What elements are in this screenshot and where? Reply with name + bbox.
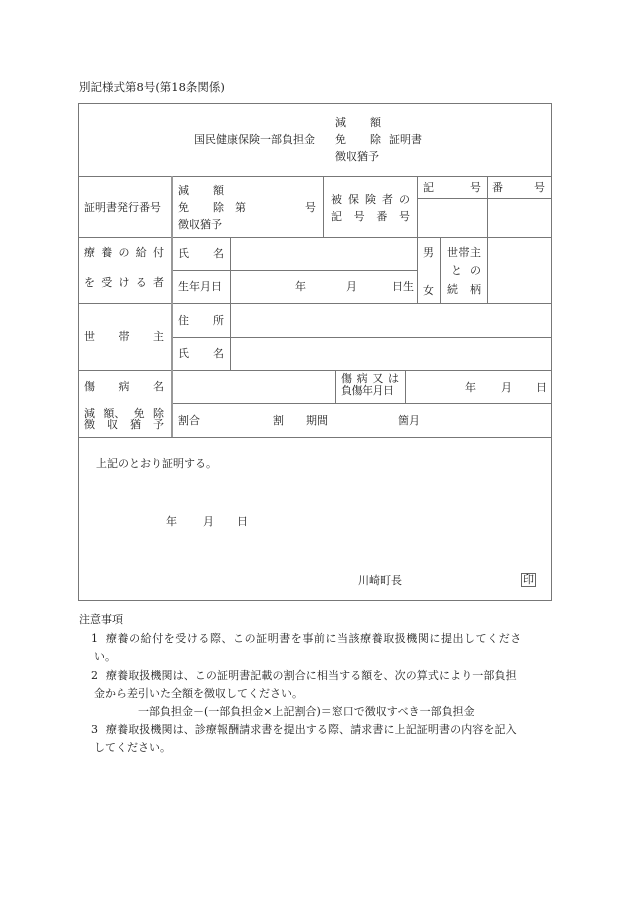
- label-text: の: [399, 193, 410, 206]
- label-text: 世: [84, 330, 95, 343]
- dob-label: 生年月日: [178, 280, 222, 293]
- wari-label: 割: [273, 414, 284, 427]
- divider: [551, 103, 552, 601]
- form-id: 別記様式第8号(第18条関係): [79, 80, 225, 94]
- dob-month: 月: [346, 280, 357, 293]
- divider: [78, 176, 552, 177]
- note-text: 金から差引いた全額を徴収してください。: [94, 687, 303, 700]
- title-text: 除: [370, 133, 381, 146]
- divider: [78, 437, 552, 438]
- note-text: 療養の給付を受ける際、この証明書を事前に当該療養取扱機関に提出してくださ: [106, 632, 522, 645]
- title-suffix: 証明書: [389, 133, 422, 146]
- label-text: 号: [398, 210, 410, 223]
- label-text: 額: [213, 184, 224, 197]
- label-text: 傷: [341, 372, 352, 385]
- label-text: 又: [372, 372, 384, 385]
- label-text: 号: [353, 210, 365, 223]
- note-text: してください。: [94, 741, 171, 754]
- label-text: 給: [135, 246, 147, 259]
- recipient-name-field[interactable]: [231, 238, 417, 270]
- title-text: 徴収猶予: [335, 150, 379, 163]
- label-text: 続: [447, 283, 458, 296]
- divider: [171, 176, 173, 437]
- issue-number-label: 証明書発行番号: [84, 201, 161, 214]
- label-text: 氏: [178, 347, 189, 360]
- label-text: 番: [376, 210, 388, 223]
- divider: [78, 103, 552, 104]
- disease-day: 日: [536, 381, 547, 394]
- issue-number-field[interactable]: [248, 198, 303, 214]
- female-option[interactable]: 女: [423, 284, 434, 297]
- insured-symbol-field[interactable]: [418, 199, 486, 236]
- label-text: 世: [447, 246, 458, 259]
- cert-day: 日: [237, 515, 248, 528]
- label-text: 予: [153, 418, 164, 431]
- dob-field[interactable]: [231, 271, 417, 303]
- note-number: 2: [91, 669, 98, 682]
- label-text: 療: [84, 246, 95, 259]
- label-text: 氏: [178, 247, 189, 260]
- cert-year: 年: [166, 515, 177, 528]
- label-text: 徴: [84, 418, 95, 431]
- divider: [440, 237, 441, 303]
- label-text: 所: [213, 314, 224, 327]
- label-text: 住: [178, 314, 189, 327]
- disease-year: 年: [465, 381, 476, 394]
- label-text: 記: [423, 181, 434, 194]
- label-text: と: [451, 264, 462, 277]
- label-text: 号: [534, 181, 545, 194]
- label-text: 帯: [458, 246, 470, 259]
- label-text: 徴収猶予: [178, 218, 222, 231]
- certification-statement: 上記のとおり証明する。: [96, 457, 217, 470]
- title-text: 額: [370, 116, 381, 129]
- label-text: 被: [331, 193, 342, 206]
- title-main: 国民健康保険一部負担金: [194, 133, 315, 146]
- householder-name-field[interactable]: [231, 338, 550, 370]
- divider: [335, 370, 336, 403]
- label-text: 主: [470, 246, 481, 259]
- divider: [417, 176, 418, 303]
- cert-month: 月: [203, 515, 214, 528]
- label-text: 険: [365, 193, 376, 206]
- label-text: 付: [153, 246, 164, 259]
- label-text: 減: [84, 407, 95, 420]
- label-text: る: [135, 276, 147, 289]
- label-text: の: [118, 246, 130, 259]
- cert-date-field[interactable]: [120, 510, 250, 530]
- label-text: 減: [178, 184, 189, 197]
- label-text: を: [84, 276, 95, 289]
- label-text: 免: [178, 201, 189, 214]
- label-text: 号: [470, 181, 481, 194]
- label-text: 名: [153, 380, 164, 393]
- divider: [171, 403, 552, 404]
- divider: [78, 600, 552, 601]
- label-text: 免: [133, 407, 145, 420]
- disease-name-field[interactable]: [174, 371, 334, 403]
- relationship-field[interactable]: [488, 238, 550, 302]
- ratio-label: 割合: [178, 414, 200, 427]
- label-text: け: [118, 276, 130, 289]
- label-text: 者: [382, 193, 393, 206]
- label-text: 番: [492, 181, 503, 194]
- male-option[interactable]: 男: [423, 246, 434, 259]
- label-text: 帯: [118, 330, 130, 343]
- dob-year: 年: [295, 280, 306, 293]
- label-text: 収: [107, 418, 118, 431]
- label-text: 保: [348, 193, 359, 206]
- label-text: 除: [213, 201, 224, 214]
- label-text: 養: [101, 246, 113, 259]
- householder-address-field[interactable]: [231, 304, 550, 336]
- note-number: 3: [91, 723, 98, 736]
- title-text: 免: [335, 133, 346, 146]
- disease-date-field[interactable]: [406, 371, 550, 403]
- dai-label: 第: [235, 201, 246, 214]
- ratio-field[interactable]: [205, 406, 270, 434]
- note-text: 療養取扱機関は、この証明書記載の割合に相当する額を、次の算式により一部負担: [106, 669, 517, 682]
- note-number: 1: [91, 632, 98, 645]
- label-text: 受: [101, 276, 113, 289]
- divider: [78, 103, 79, 601]
- divider: [323, 176, 324, 237]
- label-text: 名: [213, 347, 224, 360]
- label-text: 額、: [103, 407, 126, 420]
- label-text: は: [387, 372, 399, 385]
- label-text: の: [470, 264, 481, 277]
- note-text: い。: [94, 650, 116, 663]
- label-text: 病: [118, 380, 130, 393]
- label-text: 名: [213, 247, 224, 260]
- label-text: 傷: [84, 380, 95, 393]
- label-text: 除: [152, 407, 164, 420]
- issuer-name: 川崎町長: [358, 574, 402, 587]
- seal-mark: 印: [523, 573, 534, 586]
- insured-number-field[interactable]: [488, 199, 550, 236]
- title-text: 減: [335, 116, 346, 129]
- disease-month: 月: [501, 381, 512, 394]
- note-text: 療養取扱機関は、診療報酬請求書を提出する際、請求書に上記証明書の内容を記入: [106, 723, 517, 736]
- label-text: 猶: [130, 418, 141, 431]
- label-text: 病: [356, 372, 368, 385]
- label-text: 柄: [470, 283, 481, 296]
- formula-text: 一部負担金－(一部負担金×上記割合)＝窓口で徴収すべき一部負担金: [138, 705, 475, 718]
- period-field[interactable]: [333, 406, 393, 434]
- notes-heading: 注意事項: [79, 613, 123, 626]
- label-text: 者: [153, 276, 164, 289]
- gou-label: 号: [305, 201, 316, 214]
- months-label: 箇月: [398, 414, 420, 427]
- label-text: 負傷年月日: [341, 384, 394, 397]
- label-text: 主: [153, 330, 164, 343]
- period-label: 期間: [306, 414, 328, 427]
- dob-day: 日生: [392, 280, 414, 293]
- label-text: 記: [331, 210, 342, 223]
